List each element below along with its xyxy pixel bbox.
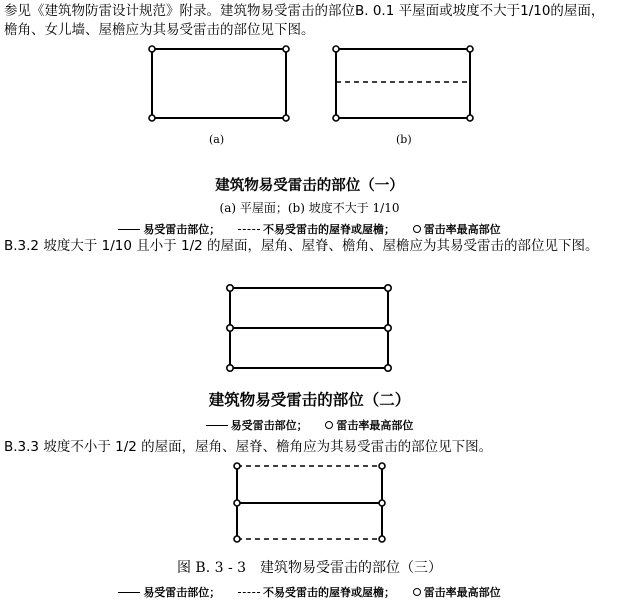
label-b: (b): [396, 133, 412, 146]
strike-point: [227, 285, 233, 291]
caption-3: 图 B. 3 - 3 建筑物易受雷击的部位（三）: [176, 560, 443, 576]
legend-solid-label: 易受雷击部位；: [143, 586, 221, 599]
legend-circle-label: 雷击率最高部位: [423, 223, 501, 236]
diagram-b: [333, 46, 473, 121]
legend-solid-label: 易受雷击部位；: [143, 223, 221, 236]
strike-point: [379, 500, 385, 506]
strike-point: [234, 536, 240, 542]
legend-3: [0, 584, 619, 600]
legend-circle-label: 雷击率最高部位: [336, 419, 414, 432]
caption-1: 建筑物易受雷击的部位（一）: [215, 177, 404, 194]
strike-point: [149, 115, 155, 121]
circle-symbol: [413, 588, 421, 596]
diagram-a: [149, 46, 289, 121]
diagram-3: [234, 463, 385, 542]
legend-dashed-label: 不易受雷击的屋脊或屋檐；: [263, 586, 395, 599]
solid-line-symbol: [118, 229, 140, 230]
legend-circle-label: 雷击率最高部位: [423, 586, 501, 599]
strike-point: [149, 46, 155, 52]
dashed-line-symbol: [238, 592, 260, 593]
legend-dashed-label: 不易受雷击的屋脊或屋檐；: [263, 223, 395, 236]
subcaption-1: (a) 平屋面；(b) 坡度不大于 1/10: [219, 201, 400, 215]
strike-point: [333, 46, 339, 52]
legend-1: [0, 221, 619, 237]
legend-2: [0, 417, 619, 433]
section1-paragraph: 参见《建筑物防雷设计规范》附录。建筑物易受雷击的部位B. 0.1 平屋面或坡度不大于1/10的屋面，檐角、女儿墙、屋檐应为其易受雷击的部位见下图。: [4, 3, 605, 38]
strike-point: [379, 536, 385, 542]
circle-symbol: [325, 421, 333, 429]
strike-point: [385, 325, 391, 331]
label-a: (a): [209, 133, 225, 146]
strike-point: [467, 115, 473, 121]
strike-point: [379, 463, 385, 469]
strike-point: [227, 325, 233, 331]
strike-point: [333, 115, 339, 121]
section3-paragraph: B.3.3 坡度不小于 1/2 的屋面，屋角、屋脊、檐角应为其易受雷击的部位见下图。: [4, 439, 493, 455]
caption-2: 建筑物易受雷击的部位（二）: [208, 390, 411, 409]
legend-solid-label: 易受雷击部位；: [230, 419, 308, 432]
solid-line-symbol: [118, 592, 140, 593]
solid-line-symbol: [206, 425, 228, 426]
circle-symbol: [413, 225, 421, 233]
strike-point: [234, 463, 240, 469]
strike-point: [234, 500, 240, 506]
strike-point: [385, 285, 391, 291]
strike-point: [283, 46, 289, 52]
strike-point: [283, 115, 289, 121]
diagram-2: [227, 285, 391, 371]
strike-point: [385, 365, 391, 371]
strike-point: [227, 365, 233, 371]
dashed-line-symbol: [238, 229, 260, 230]
strike-point: [467, 46, 473, 52]
section2-paragraph: B.3.2 坡度大于 1/10 且小于 1/2 的屋面，屋角、屋脊、檐角、屋檐应为其易受雷击的部位见下图。: [4, 238, 599, 254]
